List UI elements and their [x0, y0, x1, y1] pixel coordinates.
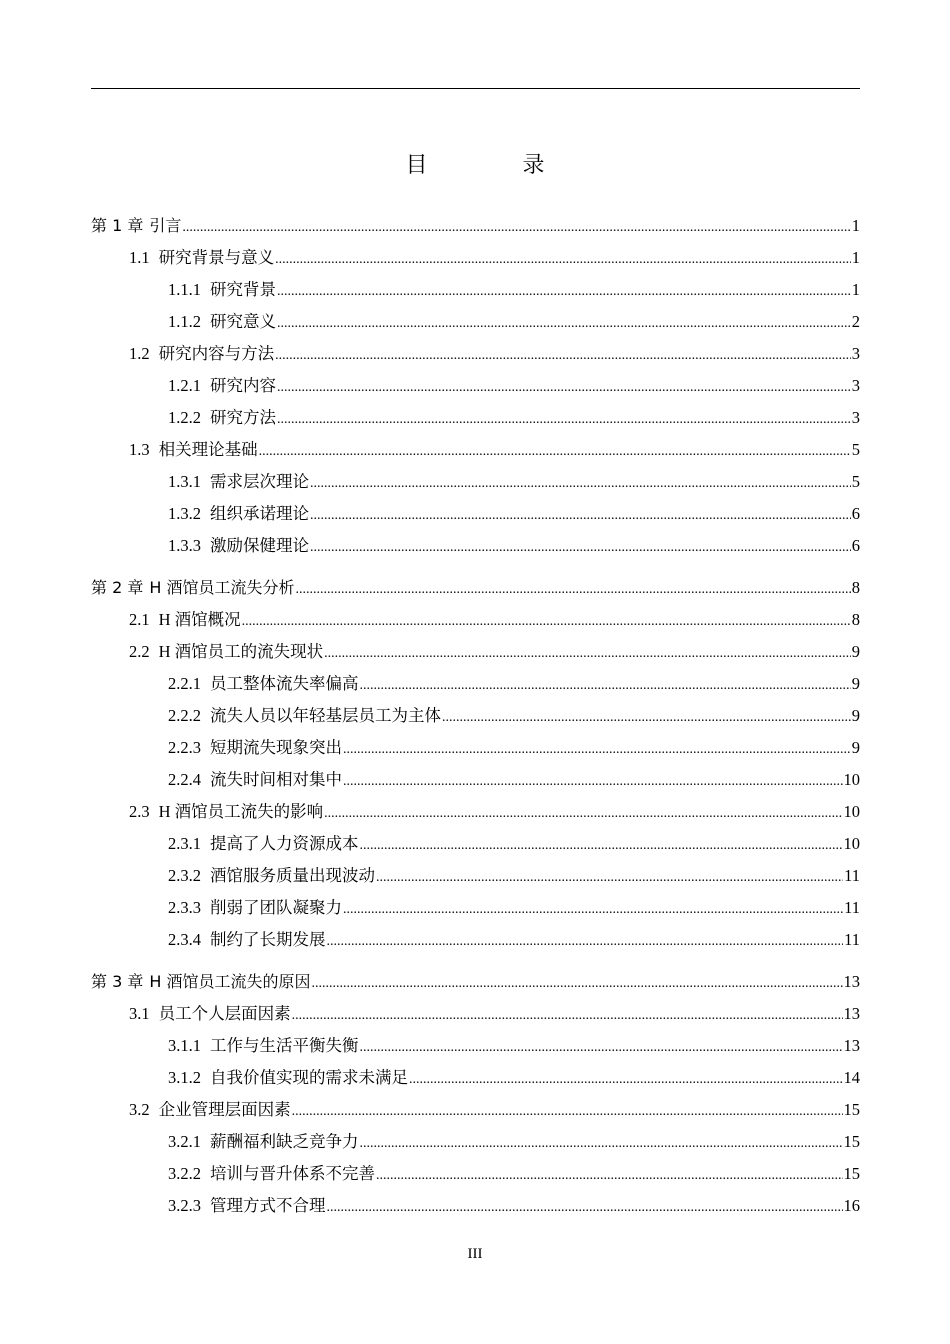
toc-section-entry[interactable]: [91, 604, 860, 636]
toc-entry-number: 2.3.2: [168, 866, 201, 885]
toc-chapter-entry[interactable]: [91, 210, 860, 242]
toc-subsection-entry[interactable]: [91, 1190, 860, 1222]
toc-entry-title: 短期流失现象突出: [210, 738, 342, 757]
toc-entry-title: H 酒馆员工的流失现状: [158, 642, 324, 661]
toc-entry-number: 2.3.1: [168, 834, 201, 853]
toc-entry-title: H 酒馆员工流失分析: [149, 578, 295, 597]
toc-entry-number: 1.3.1: [168, 472, 201, 491]
toc-section-entry[interactable]: [91, 338, 860, 370]
dot-leader: [360, 830, 843, 862]
toc-entry-number: 1.1: [129, 248, 150, 267]
toc-entry-title: 提高了人力资源成本: [210, 834, 359, 853]
toc-subsection-entry[interactable]: [91, 732, 860, 764]
dot-leader: [343, 766, 843, 798]
dot-leader: [242, 606, 851, 638]
toc-entry-page-number: 8: [851, 578, 860, 597]
toc-entry-title: 薪酬福利缺乏竞争力: [210, 1132, 359, 1151]
dot-leader: [277, 276, 851, 308]
toc-entry-number: 3.1.2: [168, 1068, 201, 1087]
toc-subsection-entry[interactable]: [91, 828, 860, 860]
toc-subsection-entry[interactable]: [91, 1062, 860, 1094]
toc-entry-title: 员工整体流失率偏高: [210, 674, 359, 693]
toc-subsection-entry[interactable]: [91, 530, 860, 562]
toc-subsection-entry[interactable]: [91, 764, 860, 796]
toc-entry-page-number: 8: [851, 610, 860, 629]
toc-entry-number: 2.2: [129, 642, 150, 661]
dot-leader: [182, 212, 850, 244]
toc-entry-number: 2.2.1: [168, 674, 201, 693]
toc-entry-number: 第 3 章: [91, 972, 144, 991]
toc-entry-number: 2.1: [129, 610, 150, 629]
toc-subsection-entry[interactable]: [91, 274, 860, 306]
toc-entry-page-number: 14: [843, 1068, 860, 1087]
toc-section-entry[interactable]: [91, 796, 860, 828]
toc-section-entry[interactable]: [91, 998, 860, 1030]
toc-entry-number: 1.3: [129, 440, 150, 459]
dot-leader: [324, 638, 851, 670]
dot-leader: [442, 702, 851, 734]
toc-entry-title: 企业管理层面因素: [158, 1100, 291, 1119]
page-number-footer: III: [467, 1246, 483, 1262]
dot-leader: [292, 1000, 843, 1032]
toc-subsection-entry[interactable]: [91, 402, 860, 434]
toc-entry-page-number: 9: [851, 642, 860, 661]
toc-entry-page-number: 16: [843, 1196, 860, 1215]
toc-section-entry[interactable]: [91, 434, 860, 466]
toc-entry-page-number: 6: [851, 536, 860, 555]
toc-entry-page-number: 3: [851, 344, 860, 363]
toc-entry-title: 研究意义: [210, 312, 276, 331]
toc-entry-title: 研究背景: [210, 280, 276, 299]
dot-leader: [376, 1160, 843, 1192]
toc-section-entry[interactable]: [91, 1094, 860, 1126]
toc-chapter-entry[interactable]: [91, 572, 860, 604]
toc-entry-title: H 酒馆员工流失的原因: [149, 972, 311, 991]
toc-entry-number: 第 1 章: [91, 216, 144, 235]
dot-leader: [376, 862, 843, 894]
toc-entry-page-number: 5: [851, 472, 860, 491]
dot-leader: [324, 798, 842, 830]
toc-entry-title: H 酒馆概况: [158, 610, 241, 629]
dot-leader: [310, 532, 851, 564]
toc-entry-title: 激励保健理论: [210, 536, 309, 555]
toc-entry-number: 3.2.1: [168, 1132, 201, 1151]
toc-entry-page-number: 15: [843, 1164, 860, 1183]
toc-entry-title: 研究方法: [210, 408, 276, 427]
toc-entry-page-number: 5: [851, 440, 860, 459]
toc-entry-number: 1.1.2: [168, 312, 201, 331]
toc-subsection-entry[interactable]: [91, 466, 860, 498]
toc-entry-page-number: 15: [843, 1132, 860, 1151]
toc-entry-title: 研究背景与意义: [158, 248, 275, 267]
toc-entry-title: 酒馆服务质量出现波动: [210, 866, 375, 885]
toc-entry-title: 削弱了团队凝聚力: [210, 898, 342, 917]
toc-entry-title: 需求层次理论: [210, 472, 309, 491]
toc-subsection-entry[interactable]: [91, 306, 860, 338]
toc-entry-page-number: 1: [851, 216, 860, 235]
toc-entry-title: 自我价值实现的需求未满足: [210, 1068, 408, 1087]
toc-entry-title: 组织承诺理论: [210, 504, 309, 523]
dot-leader: [409, 1064, 843, 1096]
toc-entry-page-number: 15: [843, 1100, 860, 1119]
dot-leader: [295, 574, 850, 606]
dot-leader: [310, 500, 851, 532]
toc-entry-page-number: 11: [844, 898, 860, 917]
toc-entry-title: 工作与生活平衡失衡: [210, 1036, 359, 1055]
table-of-contents: [91, 210, 860, 1222]
toc-subsection-entry[interactable]: [91, 498, 860, 530]
toc-chapter-entry[interactable]: [91, 966, 860, 998]
toc-entry-number: 3.1: [129, 1004, 150, 1023]
toc-entry-title: 制约了长期发展: [210, 930, 326, 949]
toc-entry-title: 培训与晋升体系不完善: [210, 1164, 375, 1183]
toc-title: 目 录: [405, 153, 589, 178]
toc-entry-number: 第 2 章: [91, 578, 144, 597]
toc-entry-number: 1.2.1: [168, 376, 201, 395]
dot-leader: [360, 670, 851, 702]
toc-entry-page-number: 10: [843, 770, 860, 789]
toc-entry-title: H 酒馆员工流失的影响: [158, 802, 324, 821]
toc-entry-number: 1.2: [129, 344, 150, 363]
toc-entry-title: 研究内容: [210, 376, 276, 395]
toc-subsection-entry[interactable]: [91, 892, 860, 924]
dot-leader: [310, 468, 851, 500]
dot-leader: [360, 1128, 843, 1160]
toc-entry-title: 引言: [149, 216, 182, 235]
toc-entry-page-number: 9: [851, 674, 860, 693]
toc-entry-title: 流失人员以年轻基层员工为主体: [210, 706, 441, 725]
toc-entry-number: 2.3: [129, 802, 150, 821]
toc-entry-page-number: 11: [844, 866, 860, 885]
toc-entry-number: 3.2: [129, 1100, 150, 1119]
toc-entry-number: 1.3.2: [168, 504, 201, 523]
toc-entry-page-number: 13: [843, 972, 860, 991]
toc-section-entry[interactable]: [91, 242, 860, 274]
toc-entry-number: 3.2.3: [168, 1196, 201, 1215]
toc-entry-page-number: 3: [851, 408, 860, 427]
toc-entry-page-number: 1: [851, 248, 860, 267]
toc-entry-number: 2.2.2: [168, 706, 201, 725]
dot-leader: [327, 1192, 843, 1224]
toc-subsection-entry[interactable]: [91, 370, 860, 402]
dot-leader: [275, 244, 851, 276]
toc-entry-page-number: 3: [851, 376, 860, 395]
toc-entry-title: 流失时间相对集中: [210, 770, 342, 789]
dot-leader: [311, 968, 842, 1000]
toc-entry-page-number: 1: [851, 280, 860, 299]
toc-section-entry[interactable]: [91, 636, 860, 668]
toc-subsection-entry[interactable]: [91, 700, 860, 732]
dot-leader: [275, 340, 851, 372]
toc-entry-number: 1.2.2: [168, 408, 201, 427]
toc-entry-title: 研究内容与方法: [158, 344, 275, 363]
toc-subsection-entry[interactable]: [91, 1158, 860, 1190]
toc-entry-title: 员工个人层面因素: [158, 1004, 291, 1023]
toc-entry-page-number: 10: [843, 802, 860, 821]
toc-entry-number: 3.1.1: [168, 1036, 201, 1055]
toc-entry-page-number: 13: [843, 1004, 860, 1023]
toc-entry-page-number: 11: [844, 930, 860, 949]
header-rule: [91, 88, 860, 89]
toc-entry-page-number: 9: [851, 738, 860, 757]
dot-leader: [292, 1096, 843, 1128]
toc-entry-number: 3.2.2: [168, 1164, 201, 1183]
toc-entry-number: 2.3.3: [168, 898, 201, 917]
toc-entry-page-number: 10: [843, 834, 860, 853]
dot-leader: [277, 308, 851, 340]
toc-entry-page-number: 6: [851, 504, 860, 523]
toc-entry-number: 2.2.4: [168, 770, 201, 789]
dot-leader: [259, 436, 851, 468]
toc-entry-title: 管理方式不合理: [210, 1196, 326, 1215]
toc-entry-page-number: 9: [851, 706, 860, 725]
toc-entry-number: 1.3.3: [168, 536, 201, 555]
toc-subsection-entry[interactable]: [91, 668, 860, 700]
dot-leader: [360, 1032, 843, 1064]
toc-entry-number: 2.3.4: [168, 930, 201, 949]
dot-leader: [343, 734, 851, 766]
dot-leader: [277, 372, 851, 404]
toc-entry-page-number: 13: [843, 1036, 860, 1055]
dot-leader: [327, 926, 844, 958]
toc-entry-title: 相关理论基础: [158, 440, 258, 459]
toc-subsection-entry[interactable]: [91, 1030, 860, 1062]
toc-subsection-entry[interactable]: [91, 860, 860, 892]
toc-entry-page-number: 2: [851, 312, 860, 331]
dot-leader: [343, 894, 843, 926]
toc-subsection-entry[interactable]: [91, 924, 860, 956]
toc-entry-number: 1.1.1: [168, 280, 201, 299]
toc-entry-number: 2.2.3: [168, 738, 201, 757]
toc-subsection-entry[interactable]: [91, 1126, 860, 1158]
dot-leader: [277, 404, 851, 436]
